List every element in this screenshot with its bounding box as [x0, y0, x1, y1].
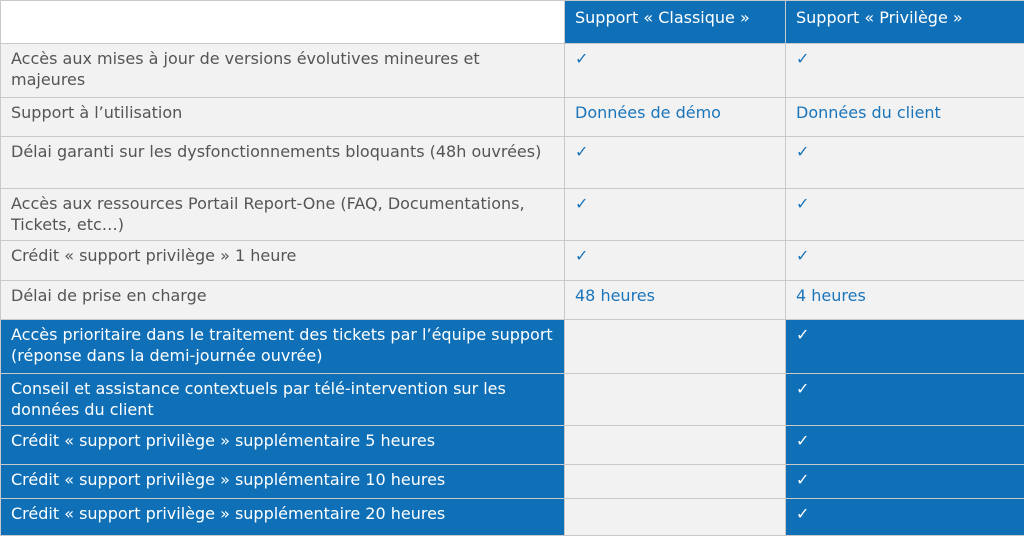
table-row-premium	[1, 320, 1024, 374]
table-row	[1, 137, 1024, 189]
classique-empty-cell	[565, 320, 786, 374]
feature-label: Accès prioritaire dans le traitement des tickets par l’équipe support (réponse dans la demi-journée ouvrée)	[1, 320, 565, 374]
table-row	[1, 98, 1024, 137]
table-row-premium	[1, 374, 1024, 426]
privilege-check-icon: ✓	[786, 499, 1024, 536]
table-row-premium	[1, 426, 1024, 465]
classique-empty-cell	[565, 374, 786, 426]
privilege-check-icon: ✓	[786, 241, 1024, 281]
privilege-check-icon: ✓	[786, 426, 1024, 465]
table-row	[1, 281, 1024, 320]
classique-empty-cell	[565, 426, 786, 465]
classique-check-icon: ✓	[565, 241, 786, 281]
feature-label: Délai garanti sur les dysfonctionnements bloquants (48h ouvrées)	[1, 137, 565, 189]
privilege-check-icon: ✓	[786, 189, 1024, 241]
privilege-check-icon: ✓	[786, 465, 1024, 499]
classique-value: Données de démo	[565, 98, 786, 137]
table-row	[1, 189, 1024, 241]
privilege-value: Données du client	[786, 98, 1024, 137]
table-row-premium	[1, 465, 1024, 499]
privilege-check-icon: ✓	[786, 374, 1024, 426]
feature-label: Conseil et assistance contextuels par télé-intervention sur les données du client	[1, 374, 565, 426]
classique-empty-cell	[565, 499, 786, 536]
feature-label: Crédit « support privilège » 1 heure	[1, 241, 565, 281]
feature-label: Support à l’utilisation	[1, 98, 565, 137]
feature-label: Accès aux ressources Portail Report-One (FAQ, Documentations, Tickets, etc…)	[1, 189, 565, 241]
header-privilege: Support « Privilège »	[786, 1, 1024, 44]
privilege-value: 4 heures	[786, 281, 1024, 320]
feature-label: Crédit « support privilège » supplémentaire 20 heures	[1, 499, 565, 536]
feature-label: Accès aux mises à jour de versions évolutives mineures et majeures	[1, 44, 565, 98]
privilege-check-icon: ✓	[786, 320, 1024, 374]
header-classique: Support « Classique »	[565, 1, 786, 44]
table-row	[1, 241, 1024, 281]
feature-label: Crédit « support privilège » supplémentaire 10 heures	[1, 465, 565, 499]
table-row	[1, 44, 1024, 98]
table-header-row	[1, 1, 1024, 44]
table-row-premium	[1, 499, 1024, 536]
feature-label: Crédit « support privilège » supplémentaire 5 heures	[1, 426, 565, 465]
feature-label: Délai de prise en charge	[1, 281, 565, 320]
classique-check-icon: ✓	[565, 44, 786, 98]
privilege-check-icon: ✓	[786, 44, 1024, 98]
classique-check-icon: ✓	[565, 137, 786, 189]
classique-check-icon: ✓	[565, 189, 786, 241]
header-empty-cell	[1, 1, 565, 44]
privilege-check-icon: ✓	[786, 137, 1024, 189]
classique-value: 48 heures	[565, 281, 786, 320]
classique-empty-cell	[565, 465, 786, 499]
